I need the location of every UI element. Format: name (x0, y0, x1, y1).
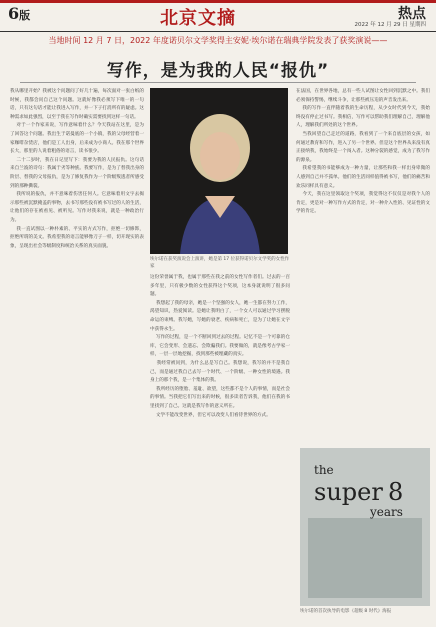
poster-title-word-3: 8 (388, 478, 404, 506)
header-divider (0, 31, 436, 32)
poster-title-word-2: super (314, 478, 383, 506)
newspaper-masthead: 北京文摘 (160, 8, 236, 29)
headline-divider (20, 82, 416, 83)
headline: 写作，是为我的人民“报仇” (106, 61, 330, 81)
page-number: 6版 (8, 4, 31, 23)
poster-title-word-1: the (314, 463, 334, 477)
page-unit: 版 (19, 9, 31, 22)
film-poster-photo (300, 448, 430, 606)
top-red-strip (0, 0, 436, 3)
author-photo (150, 88, 288, 254)
article-column-3: 在法国，在世界各地，总有一些人试图让女性回到沉默之中。我们必须保持警惕，继续斗争，让那些被压迫的声音发出来。 我的写作一直伴随着我的生命历程，从少女时代到今天，我始终没有停止过书写。我相信，写作可以帮助我们理解自己，理解他人，理解我们所处的这个世界。 当我回望自己走过的道路，我看到了一个来自底层的女孩，如何通过教育和写作，进入了另一个世界。但是这个世界从来没有真正接纳我，我始终是一个闯入者。这种分裂的感觉，成为了我写作的源泉。 我希望我的书能够成为一种力量，让那些和我一样出身卑微的人感到自己并不孤单。他们的生活同样值得被书写，他们的痛苦和欢乐同样具有意义。 今天，我在这里领取这个奖项，我觉得这不仅仅是对我个人的肯定，更是对一种写作方式的肯定，对一种介入性的、见证性的文学的肯定。 (296, 89, 430, 215)
issue-date: 2022 年 12 月 29 日 星期四 (354, 22, 426, 28)
section-title: 热点 (398, 6, 426, 22)
poster-title-word-4: years (370, 505, 403, 519)
article-column-2: 这份荣誉属于我，也属于那些在我之前的女性写作者们。过去的一百多年里，只有极少数的女性获得这个奖项，这本身就说明了很多问题。 我想起了我的母亲，她是一个坚强的女人，她一生都在努力工作，渴望知识，热爱阅读。是她让我明白了，一个女人可以通过学习摆脱命运的束缚。我写她，写她的衰老、疾病和死亡，是为了让她在文字中获得永生。 写作的过程，是一个不断回到过去的过程。记忆不是一个可靠的仓库，它会变形、会遗忘、会欺骗我们。我要做的，就是像考古学家一样，一层一层地挖掘，找到那些被埋藏的真实。 我经常被问到，为什么总是写自己。我想说，我写的并不是我自己，而是通过我自己去写一个时代、一个阶级、一种女性的境遇。我身上的那个我，是一个集体的我。 我所经历的堕胎、羞耻、欲望，这些都不是个人的事情，而是社会的事情。当我把它们写出来的时候，很多读者告诉我，他们在我的书里找到了自己。这就是我写作的意义所在。 文学不能改变世界，但它可以改变人们看待世界的方式。 (150, 275, 290, 418)
article-column-1: 我从哪里开始？我被这个问题问了好几十遍，每次面对一张白纸的时候，我都会问自己这个问题。这就好像我必须写下唯一的一句话，只有这句话才能让我进入写作，并一下子打消所有的疑虑。这种需求如此强烈，以至于我在写作时确实需要找到这样一句话。 对于一个作家来说，写作意味着什么？今天我站在这里，是为了回答这个问题。我出生于诺曼底的一个小镇，我的父母经营着一家咖啡杂货店，他们是工人出身，后来成为小商人。我在那个世界长大，那里的人说着粗俗的语言，读书很少。 二十二岁时，我在日记里写下：我要为我的人民报仇。这句话来自兰波的诗句：我属于劣等种族。我要写作，是为了替我出身的阶层、替我的父母报仇，是为了修复我作为一个阶级叛逃者所感受到的那种撕裂。 我所说的报仇，并不意味着伤害任何人。它意味着用文字去揭示那些被沉默掩盖的事物，去书写那些没有被书写过的人的生活，让他们的存在被看见、被听见。写作对我来说，就是一种政治行为。 我一直试图以一种朴素的、平实的方式写作，拒绝一切修饰，拒绝所谓的美文。我希望我的语言能够像刀子一样，切开现实的表象，呈现出社会等级制度和统治关系的真实面貌。 (10, 89, 144, 249)
film-poster-caption: 埃尔诺的首次执导的电影《超级 8 时代》海报 (300, 609, 392, 614)
subheadline: 当地时间 12 月 7 日，2022 年度诺贝尔文学奖得主安妮·埃尔诺在瑞典学院发表了获奖演说—— (48, 36, 388, 45)
film-poster-graphic (300, 448, 430, 606)
author-portrait-illustration (150, 88, 288, 254)
author-photo-caption: 埃尔诺在获奖演说会上演讲，她是第 17 位获得诺贝尔文学奖的女性作家 (150, 257, 290, 269)
